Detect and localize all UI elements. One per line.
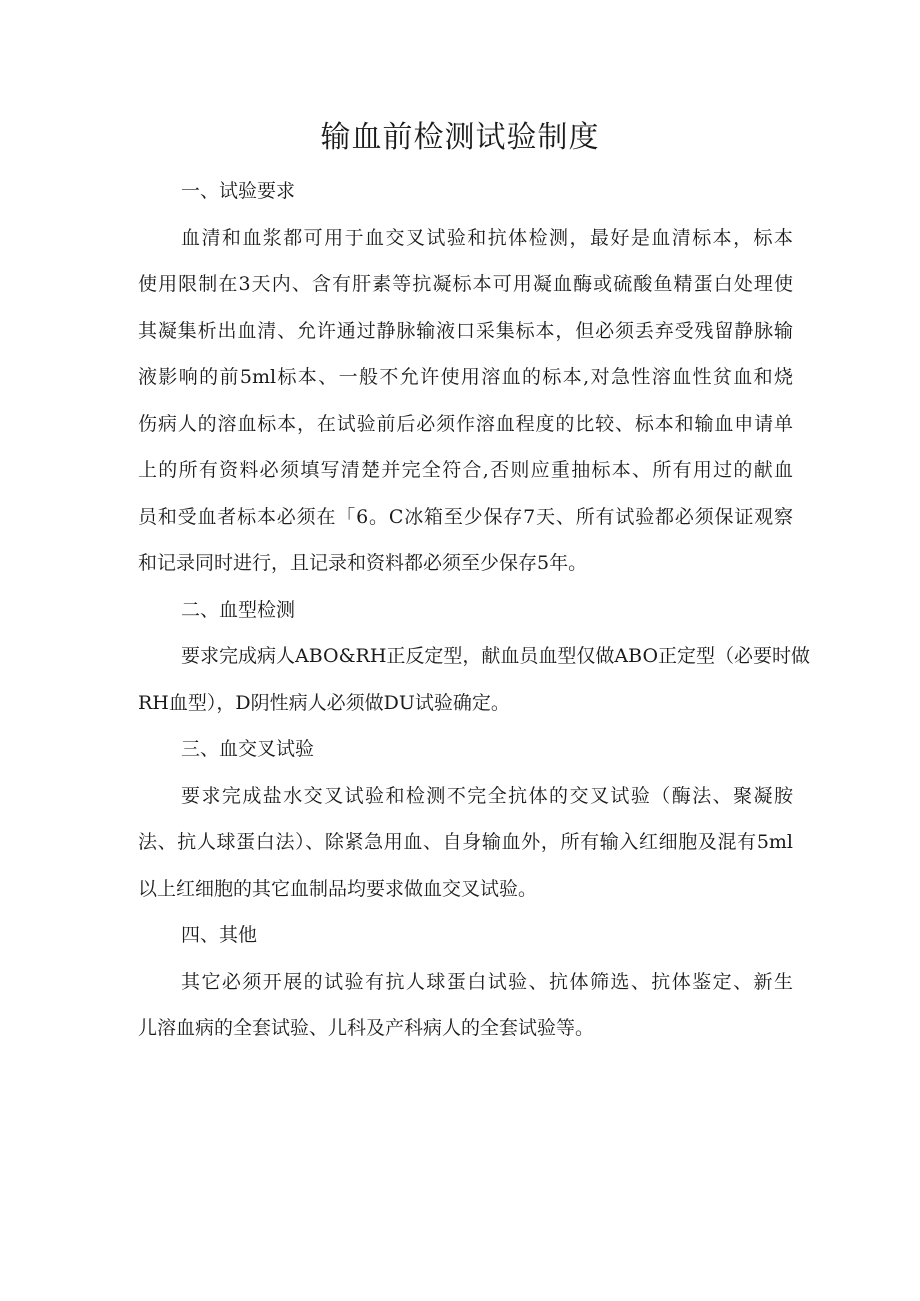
- section-blood-type-testing: [138, 587, 811, 727]
- paragraph-line: 法、抗人球蛋白法）、除紧急用血、自身输血外，所有输入红细胞及混有5ml: [138, 831, 793, 853]
- paragraph-line: 液影响的前5ml标本、一般不允许使用溶血的标本,对急性溶血性贫血和烧: [138, 366, 793, 388]
- section-paragraph: [138, 633, 811, 726]
- section-heading: 三、血交叉试验: [181, 738, 315, 760]
- section-other: [138, 912, 793, 1052]
- paragraph-line: 以上红细胞的其它血制品均要求做血交叉试验。: [138, 877, 538, 900]
- paragraph-line: 要求完成盐水交叉试验和检测不完全抗体的交叉试验（酶法、聚凝胺: [181, 784, 793, 807]
- section-paragraph: [138, 959, 793, 1052]
- section-crossmatch-testing: [138, 726, 793, 912]
- section-heading: 一、试验要求: [181, 180, 296, 202]
- section-heading: 四、其他: [181, 924, 258, 946]
- document-body: [138, 168, 811, 1052]
- paragraph-line: 和记录同时进行，且记录和资料都必须至少保存5年。: [138, 552, 588, 574]
- paragraph-line: RH血型），D阴性病人必须做DU试验确定。: [138, 691, 510, 714]
- paragraph-line: 伤病人的溶血标本，在试验前后必须作溶血程度的比较、标本和输血申请单: [138, 412, 793, 435]
- document-title: 输血前检测试验制度: [320, 120, 600, 155]
- paragraph-line: 儿溶血病的全套试验、儿科及产科病人的全套试验等。: [138, 1017, 595, 1039]
- paragraph-line: 要求完成病人ABO&RH正反定型，献血员血型仅做ABO正定型（必要时做: [181, 645, 811, 667]
- section-test-requirements: [138, 168, 793, 587]
- paragraph-line: 上的所有资料必须填写清楚并完全符合,否则应重抽标本、所有用过的献血: [138, 459, 793, 481]
- paragraph-line: 使用限制在3天内、含有肝素等抗凝标本可用凝血酶或硫酸鱼精蛋白处理使: [138, 273, 793, 295]
- paragraph-line: 其它必须开展的试验有抗人球蛋白试验、抗体筛选、抗体鉴定、新生: [181, 970, 793, 993]
- section-paragraph: [138, 773, 793, 913]
- paragraph-line: 血清和血浆都可用于血交叉试验和抗体检测，最好是血清标本，标本: [181, 226, 793, 249]
- section-paragraph: [138, 215, 793, 587]
- paragraph-line: 员和受血者标本必须在「6。C冰箱至少保存7天、所有试验都必须保证观察: [138, 505, 793, 528]
- paragraph-line: 其凝集析出血清、允许通过静脉输液口采集标本，但必须丢弃受残留静脉输: [138, 319, 793, 342]
- section-heading: 二、血型检测: [181, 598, 296, 621]
